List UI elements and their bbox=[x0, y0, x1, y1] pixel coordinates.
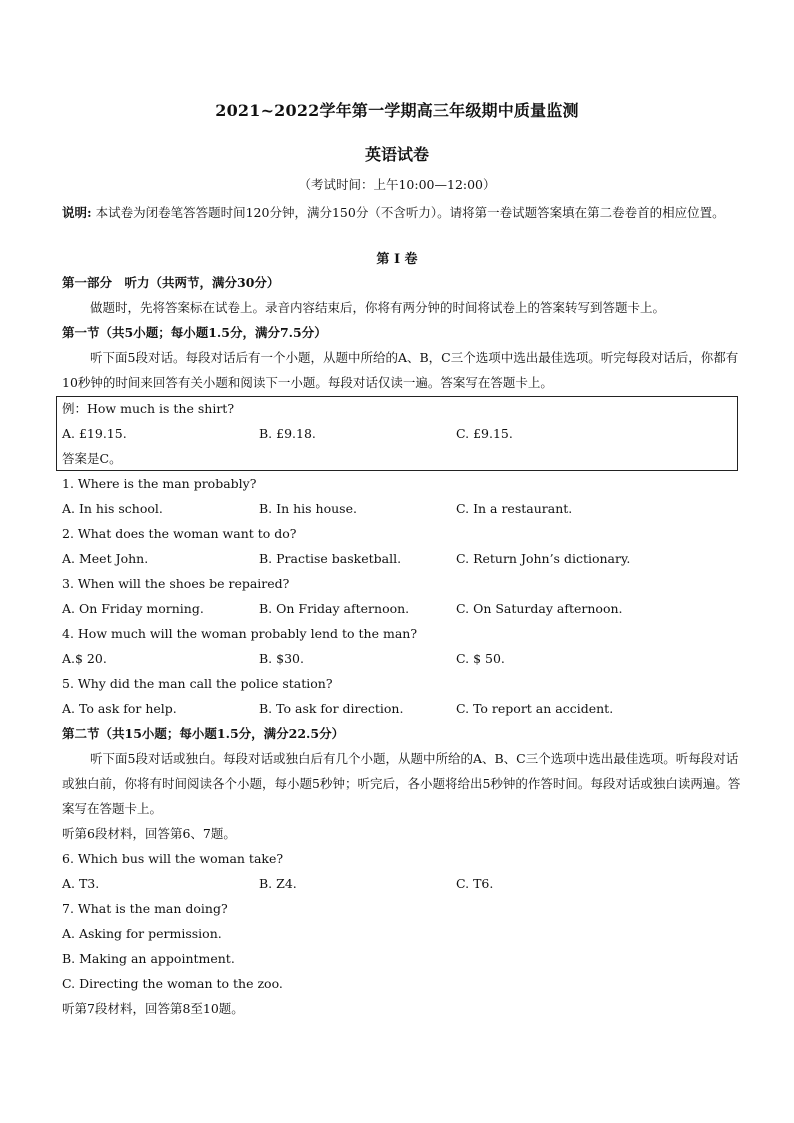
question-2-option-c: C. Return John’s dictionary. bbox=[456, 551, 631, 566]
material-7-instruction: 听第7段材料，回答第8至10题。 bbox=[62, 1001, 244, 1016]
question-6: 6. Which bus will the woman take? bbox=[62, 851, 284, 866]
question-6-option-c: C. T6. bbox=[456, 876, 494, 891]
example-answer: 答案是C。 bbox=[62, 451, 122, 466]
question-1-option-c: C. In a restaurant. bbox=[456, 501, 573, 516]
example-option-c: C. £9.15. bbox=[456, 426, 513, 441]
question-5-option-a: A. To ask for help. bbox=[62, 701, 177, 716]
note-text: 本试卷为闭卷笔答答题时间120分钟，满分150分（不含听力）。请将第一卷试题答案填在第二卷卷首的相应位置。 bbox=[91, 205, 725, 220]
section2-heading: 第二节（共15小题；每小题1.5分，满分22.5分） bbox=[62, 726, 345, 741]
question-1-option-b: B. In his house. bbox=[259, 501, 357, 516]
question-5: 5. Why did the man call the police station? bbox=[62, 676, 333, 691]
question-3-option-b: B. On Friday afternoon. bbox=[259, 601, 410, 616]
material-6-instruction: 听第6段材料，回答第6、7题。 bbox=[62, 826, 236, 841]
question-2: 2. What does the woman want to do? bbox=[62, 526, 297, 541]
note-label: 说明: bbox=[62, 205, 92, 220]
question-4-option-a: A.$ 20. bbox=[62, 651, 107, 666]
question-7-option-a: A. Asking for permission. bbox=[62, 926, 222, 941]
example-option-a: A. £19.15. bbox=[62, 426, 127, 441]
question-5-option-c: C. To report an accident. bbox=[456, 701, 614, 716]
question-2-option-b: B. Practise basketball. bbox=[259, 551, 402, 566]
question-1-option-a: A. In his school. bbox=[62, 501, 163, 516]
question-7-option-c: C. Directing the woman to the zoo. bbox=[62, 976, 283, 991]
example-option-b: B. £9.18. bbox=[259, 426, 316, 441]
question-4-option-c: C. $ 50. bbox=[456, 651, 505, 666]
exam-title: 2021~2022学年第一学期高三年级期中质量监测 bbox=[215, 101, 579, 120]
example-question: 例：How much is the shirt? bbox=[62, 401, 235, 416]
section2-instruction: 听下面5段对话或独白。每段对话或独白后有几个小题，从题中所给的A、B、C三个选项中选出最佳选项。听每段对话或独白前，你将有时间阅读各个小题，每小题5秒钟；听完后，各小题将给出5秒钟的作答时间。每段对话或独白读两遍。答案写在答题卡上。 bbox=[62, 751, 741, 816]
exam-note bbox=[62, 200, 738, 225]
question-7-option-b: B. Making an appointment. bbox=[62, 951, 235, 966]
exam-time: （考试时间：上午10:00—12:00） bbox=[298, 177, 496, 192]
question-1: 1. Where is the man probably? bbox=[62, 476, 257, 491]
question-5-option-b: B. To ask for direction. bbox=[259, 701, 404, 716]
section1-heading: 第一节（共5小题；每小题1.5分，满分7.5分） bbox=[62, 325, 327, 340]
question-4: 4. How much will the woman probably lend to the man? bbox=[62, 626, 418, 641]
question-3: 3. When will the shoes be repaired? bbox=[62, 576, 290, 591]
question-7: 7. What is the man doing? bbox=[62, 901, 228, 916]
question-2-option-a: A. Meet John. bbox=[62, 551, 149, 566]
part1-instruction: 做题时，先将答案标在试卷上。录音内容结束后，你将有两分钟的时间将试卷上的答案转写到答题卡上。 bbox=[90, 300, 666, 315]
question-6-option-a: A. T3. bbox=[62, 876, 100, 891]
question-3-option-c: C. On Saturday afternoon. bbox=[456, 601, 623, 616]
exam-subject: 英语试卷 bbox=[364, 145, 429, 164]
part1-heading: 第一部分 听力（共两节，满分30分） bbox=[62, 275, 280, 290]
volume-heading: 第 I 卷 bbox=[376, 252, 418, 267]
section1-instruction: 听下面5段对话。每段对话后有一个小题，从题中所给的A、B，C三个选项中选出最佳选项。听完每段对话后，你都有10秒钟的时间来回答有关小题和阅读下一小题。每段对话仅读一遍。答案写在答题卡上。 bbox=[62, 350, 739, 390]
question-3-option-a: A. On Friday morning. bbox=[62, 601, 204, 616]
question-4-option-b: B. $30. bbox=[259, 651, 304, 666]
question-6-option-b: B. Z4. bbox=[259, 876, 297, 891]
